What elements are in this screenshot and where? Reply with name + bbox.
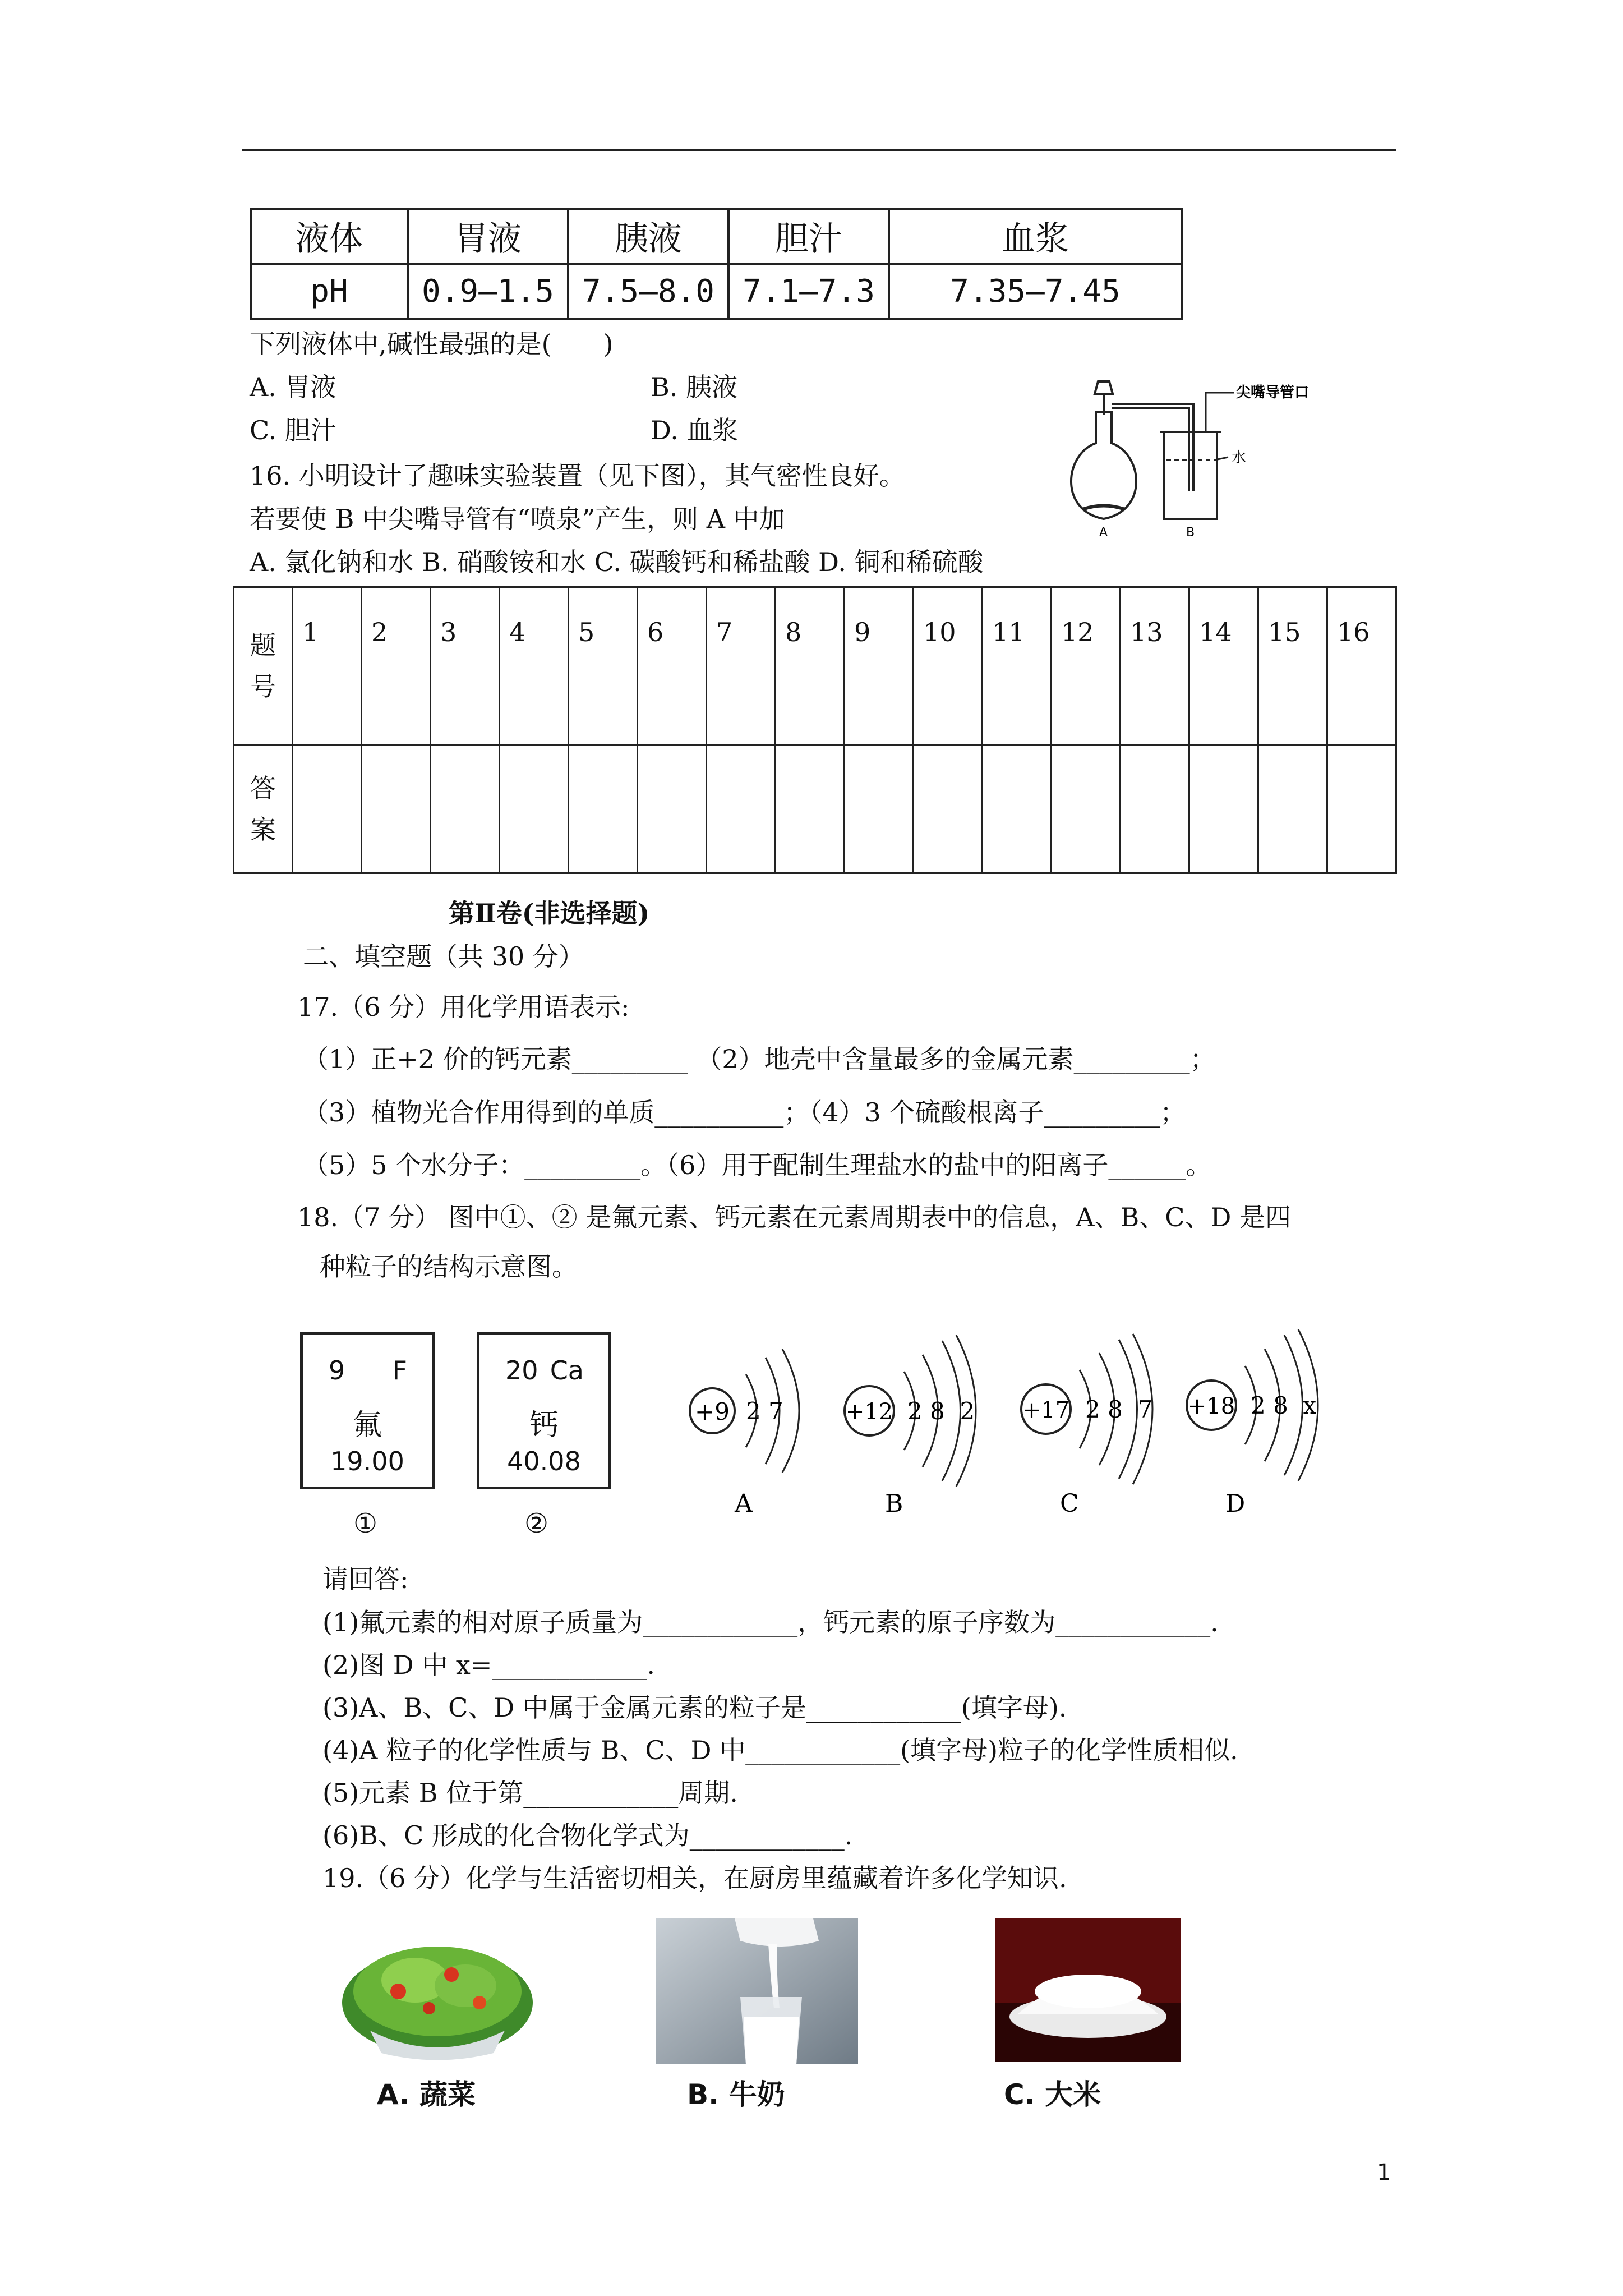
card-mark-2: ② — [524, 1508, 549, 1539]
atom-diagram-c — [1021, 1334, 1152, 1518]
q16-line2: 若要使 B 中尖嘴导管有“喷泉”产生，则 A 中加 — [250, 504, 785, 534]
answer-grid-row-head: 题号 — [234, 587, 293, 745]
q15-option-c: C. 胆汁 — [250, 415, 336, 445]
vegetable-salad-photo — [336, 1918, 538, 2062]
atomic-number: 20 — [505, 1355, 538, 1386]
electron-shells: 2 8 x — [1251, 1392, 1317, 1419]
ph-table — [250, 208, 1183, 320]
question-number-cell: 10 — [914, 587, 983, 745]
answer-grid-row-head: 答案 — [234, 745, 293, 873]
answer-cell[interactable] — [500, 745, 569, 873]
answer-cell[interactable] — [293, 745, 362, 873]
apparatus-label-b: B — [1186, 526, 1195, 539]
q18-line1: 18.（7 分） 图中①、② 是氟元素、钙元素在元素周期表中的信息，A、B、C、D 是四 — [297, 1202, 1292, 1232]
answer-cell[interactable] — [1052, 745, 1121, 873]
q18-prompt: 请回答: — [322, 1564, 409, 1594]
q17-title: 17.（6 分）用化学用语表示: — [297, 992, 630, 1022]
q16-line1: 16. 小明设计了趣味实验装置（见下图），其气密性良好。 — [250, 461, 905, 491]
tube-label: 尖嘴导管口 — [1236, 384, 1310, 401]
electron-shells: 2 8 7 — [1085, 1396, 1153, 1423]
bottle-b — [1164, 432, 1217, 519]
apparatus-label-a: A — [1099, 526, 1108, 539]
water-label: 水 — [1232, 449, 1247, 466]
photo-label-milk: B. 牛奶 — [687, 2078, 785, 2111]
ph-header-cell: 液体 — [251, 209, 408, 264]
question-number-cell: 3 — [431, 587, 500, 745]
ph-value-cell: 7.5—8.0 — [568, 264, 728, 319]
q18-sub2: (2)图 D 中 x=____________. — [322, 1650, 656, 1680]
dropper-bulb — [1095, 381, 1113, 394]
ph-value-cell: 7.35—7.45 — [889, 264, 1182, 319]
ph-table-value-row — [251, 264, 1182, 319]
atom-label: D — [1225, 1489, 1246, 1518]
question-number-cell: 2 — [362, 587, 431, 745]
ph-header-cell: 血浆 — [889, 209, 1182, 264]
photo-label-rice: C. 大米 — [1004, 2078, 1101, 2111]
answer-cell[interactable] — [983, 745, 1052, 873]
nucleus-charge: +9 — [695, 1398, 730, 1425]
ph-header-cell: 胆汁 — [728, 209, 889, 264]
q15-option-a: A. 胃液 — [250, 372, 336, 402]
element-symbol: Ca — [550, 1355, 584, 1386]
q18-line2: 种粒子的结构示意图。 — [320, 1251, 578, 1282]
q15-option-b: B. 胰液 — [651, 372, 738, 402]
q15-stem: 下列液体中,碱性最强的是( ) — [250, 329, 614, 359]
atom-label: C — [1060, 1489, 1079, 1518]
atom-diagram-a — [690, 1349, 799, 1518]
page-number: 1 — [1377, 2160, 1391, 2185]
ph-header-cell: 胰液 — [568, 209, 728, 264]
question-number-cell: 11 — [983, 587, 1052, 745]
question-number-cell: 6 — [638, 587, 707, 745]
atomic-mass: 19.00 — [330, 1446, 404, 1476]
header-rule — [242, 149, 1396, 151]
fountain-apparatus-diagram — [1049, 359, 1312, 539]
question-number-cell: 4 — [500, 587, 569, 745]
question-number-cell: 13 — [1121, 587, 1189, 745]
atom-diagram-b — [845, 1335, 976, 1518]
question-number-cell: 15 — [1258, 587, 1327, 745]
element-name: 氟 — [352, 1409, 382, 1442]
nucleus-charge: +12 — [845, 1399, 893, 1425]
answer-cell[interactable] — [914, 745, 983, 873]
section2-title: 第Ⅱ卷(非选择题) — [449, 898, 650, 928]
q17-line3: （5）5 个水分子：_________。（6）用于配制生理盐水的盐中的阳离子______。 — [303, 1150, 1212, 1180]
question-number-cell: 9 — [845, 587, 914, 745]
atomic-number: 9 — [329, 1355, 345, 1386]
answer-cell[interactable] — [776, 745, 845, 873]
q19-title: 19.（6 分）化学与生活密切相关，在厨房里蕴藏着许多化学知识. — [322, 1863, 1067, 1893]
section2-subtitle: 二、填空题（共 30 分） — [303, 941, 584, 972]
nucleus-charge: +17 — [1022, 1397, 1070, 1423]
card-mark-1: ① — [353, 1508, 378, 1539]
answer-grid-answer-row — [234, 745, 1396, 873]
q17-line1: （1）正+2 价的钙元素_________ （2）地壳中含量最多的金属元素_________； — [303, 1044, 1216, 1074]
q18-sub5: (5)元素 B 位于第____________周期. — [322, 1778, 738, 1808]
atom-label: A — [735, 1489, 753, 1518]
question-number-cell: 16 — [1327, 587, 1396, 745]
element-name: 钙 — [529, 1409, 559, 1442]
question-number-cell: 12 — [1052, 587, 1121, 745]
answer-cell[interactable] — [707, 745, 776, 873]
question-number-cell: 5 — [569, 587, 638, 745]
rice-photo — [995, 1918, 1181, 2062]
question-number-cell: 1 — [293, 587, 362, 745]
answer-cell[interactable] — [1189, 745, 1258, 873]
q15-option-d: D. 血浆 — [651, 415, 739, 445]
ph-header-cell: 胃液 — [408, 209, 568, 264]
electron-shells: 2 7 — [746, 1397, 783, 1425]
ph-value-cell: 0.9—1.5 — [408, 264, 568, 319]
atomic-mass: 40.08 — [507, 1446, 581, 1476]
q17-line2: （3）植物光合作用得到的单质__________；（4）3 个硫酸根离子_________； — [303, 1097, 1186, 1128]
question-number-cell: 8 — [776, 587, 845, 745]
element-symbol: F — [392, 1355, 407, 1386]
answer-cell[interactable] — [638, 745, 707, 873]
answer-cell[interactable] — [431, 745, 500, 873]
element-card-calcium — [477, 1332, 611, 1489]
q18-sub3: (3)A、B、C、D 中属于金属元素的粒子是____________(填字母). — [322, 1692, 1067, 1723]
answer-grid — [233, 586, 1397, 874]
element-card-fluorine — [300, 1332, 435, 1489]
answer-cell[interactable] — [569, 745, 638, 873]
answer-grid-number-row — [234, 587, 1396, 745]
answer-cell[interactable] — [1258, 745, 1327, 873]
ph-value-cell: pH — [251, 264, 408, 319]
nucleus-charge: +18 — [1187, 1393, 1235, 1419]
question-number-cell: 7 — [707, 587, 776, 745]
question-number-cell: 14 — [1189, 587, 1258, 745]
q18-sub1: (1)氟元素的相对原子质量为____________，钙元素的原子序数为____________. — [322, 1607, 1219, 1637]
answer-cell[interactable] — [1121, 745, 1189, 873]
ph-table-header-row — [251, 209, 1182, 264]
q18-sub6: (6)B、C 形成的化合物化学式为____________. — [322, 1820, 853, 1851]
atom-label: B — [885, 1489, 903, 1518]
milk-photo — [656, 1918, 858, 2064]
atom-diagram-d — [1187, 1329, 1318, 1518]
ph-value-cell: 7.1—7.3 — [728, 264, 889, 319]
answer-cell[interactable] — [1327, 745, 1396, 873]
flask-a — [1071, 412, 1136, 519]
answer-cell[interactable] — [362, 745, 431, 873]
atom-structure-diagrams — [673, 1307, 1346, 1531]
q16-options: A. 氯化钠和水 B. 硝酸铵和水 C. 碳酸钙和稀盐酸 D. 铜和稀硫酸 — [250, 547, 984, 577]
answer-cell[interactable] — [845, 745, 914, 873]
q18-sub4: (4)A 粒子的化学性质与 B、C、D 中____________(填字母)粒子的化学性质相似. — [322, 1735, 1238, 1765]
electron-shells: 2 8 2 — [907, 1397, 975, 1425]
photo-label-vegetables: A. 蔬菜 — [377, 2078, 476, 2111]
